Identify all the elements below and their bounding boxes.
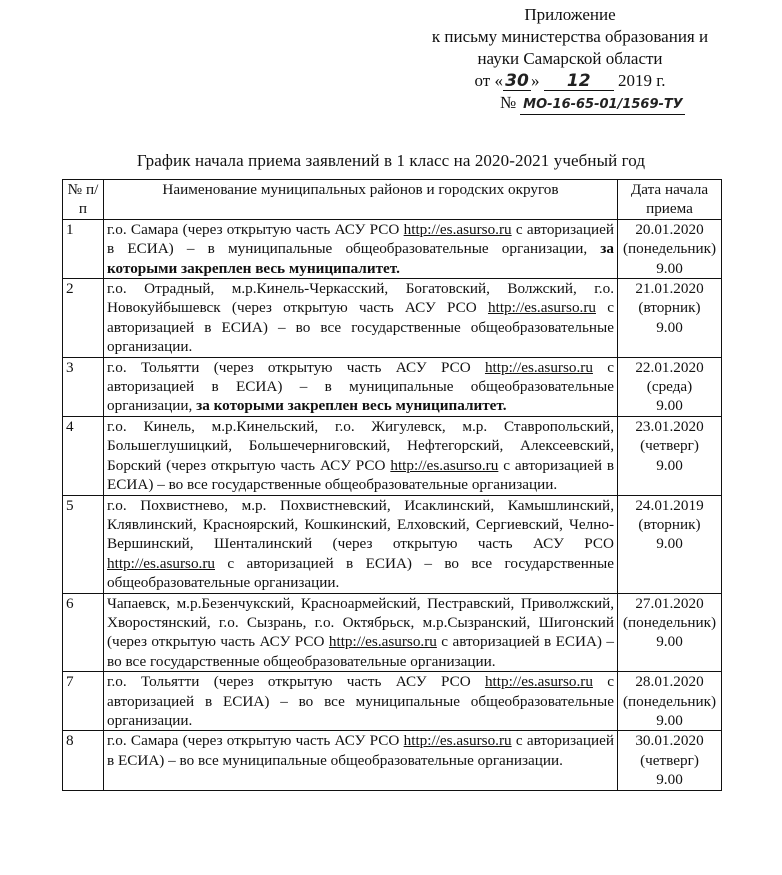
header-num: № п/п: [63, 180, 104, 220]
row-municipalities: [104, 357, 618, 416]
table-row: [63, 416, 722, 495]
row-number: 4: [63, 416, 104, 495]
schedule-table: [62, 179, 722, 791]
handwritten-month: 12: [544, 72, 614, 91]
start-date: 20.01.2020: [635, 220, 704, 238]
row-municipalities: [104, 672, 618, 731]
table-row: [63, 731, 722, 790]
start-time: 9.00: [656, 318, 683, 336]
row-start-date: [618, 672, 722, 731]
row-municipalities: [104, 495, 618, 593]
row-municipalities: [104, 416, 618, 495]
row-link: http://es.asurso.ru: [403, 732, 512, 750]
start-time: 9.00: [656, 259, 683, 277]
row-start-date: [618, 593, 722, 672]
row-number: 7: [63, 672, 104, 731]
table-row: [63, 672, 722, 731]
row-text: г.о. Самара (через открытую часть АСУ РСО: [107, 732, 404, 750]
appendix-line-2: к письму министерства образования и: [431, 27, 709, 46]
start-date: 30.01.2020: [635, 732, 704, 750]
row-start-date: [618, 731, 722, 790]
row-number: 3: [63, 357, 104, 416]
row-text-after: с авторизацией в ЕСИА) – во все государственные общеобразовательные организации.: [107, 554, 614, 592]
row-text: г.о. Тольятти (через открытую часть АСУ РСО: [107, 358, 485, 376]
row-municipalities: [104, 219, 618, 278]
header-date: Дата начала приема: [618, 180, 722, 220]
row-bold-note: за которыми закреплен весь муниципалитет.: [107, 240, 614, 277]
table-row: [63, 495, 722, 593]
start-weekday: (среда): [646, 378, 693, 396]
start-weekday: (четверг): [640, 437, 699, 455]
row-link: http://es.asurso.ru: [107, 554, 215, 572]
row-start-date: [618, 495, 722, 593]
row-start-date: [618, 416, 722, 495]
row-text-after: с авторизацией в ЕСИА) – в муниципальные общеобразовательные организации,: [107, 358, 614, 415]
row-text-after: с авторизацией в ЕСИА) – во все государственные общеобразовательные организации.: [107, 456, 615, 494]
row-number: 6: [63, 593, 104, 672]
table-row: [63, 593, 722, 672]
document-title: График начала приема заявлений в 1 класс на 2020-2021 учебный год: [136, 151, 646, 170]
row-link: http://es.asurso.ru: [484, 358, 593, 376]
row-municipalities: [104, 593, 618, 672]
row-text: г.о. Самара (через открытую часть АСУ РСО: [107, 220, 404, 238]
appendix-title: Приложение: [524, 5, 616, 24]
row-link: http://es.asurso.ru: [328, 633, 437, 651]
start-weekday: (вторник): [638, 299, 701, 317]
table-row: [63, 279, 722, 358]
row-municipalities: [104, 731, 618, 790]
start-time: 9.00: [656, 535, 683, 553]
appendix-line-3: науки Самарской области: [477, 49, 663, 68]
row-link: http://es.asurso.ru: [390, 456, 499, 474]
start-time: 9.00: [656, 397, 683, 415]
letter-date: от « 30 » 12 2019 г.: [474, 71, 666, 91]
row-text-after: с авторизацией в ЕСИА) – во все государственные общеобразовательные организации.: [107, 299, 614, 356]
handwritten-number: МО-16-65-01/1569-ТУ: [520, 96, 685, 115]
letter-number: № МО-16-65-01/1569-ТУ: [500, 92, 760, 115]
row-municipalities: [104, 279, 618, 358]
row-number: 2: [63, 279, 104, 358]
row-text-after: с авторизацией в ЕСИА) – во все муниципальные общеобразовательные организации.: [107, 673, 614, 729]
start-weekday: (понедельник): [622, 692, 717, 710]
row-text: г.о. Отрадный, м.р.Кинель-Черкасский, Богатовский, Волжский, г.о. Новокуйбышевск (через открытую часть АСУ РСО: [107, 280, 614, 317]
header-name: Наименование муниципальных районов и городских округов: [104, 180, 618, 220]
table-header-row: [63, 180, 722, 220]
handwritten-day: 30: [503, 72, 531, 91]
row-link: http://es.asurso.ru: [488, 299, 596, 317]
start-weekday: (вторник): [638, 515, 701, 533]
table-row: [63, 219, 722, 278]
start-time: 9.00: [656, 711, 683, 729]
row-number: 5: [63, 495, 104, 593]
row-number: 8: [63, 731, 104, 790]
start-weekday: (понедельник): [622, 240, 717, 258]
table-row: [63, 357, 722, 416]
row-start-date: [618, 219, 722, 278]
row-text-after: с авторизацией в ЕСИА) – во все государственные общеобразовательные организации.: [107, 633, 614, 670]
date-year: 2019 г.: [617, 71, 666, 90]
row-text-after: с авторизацией в ЕСИА) – во все муниципальные общеобразовательные организации.: [107, 732, 614, 769]
start-weekday: (понедельник): [622, 613, 717, 631]
row-text: г.о. Похвистнево, м.р. Похвистневский, Исаклинский, Камышлинский, Клявлинский, Красноярский, Кошкинский, Елховский, Сергиевский, Челно-Вершинский, Шенталинский (через открытую часть АСУ РСО: [107, 496, 614, 553]
start-date: 27.01.2020: [635, 594, 704, 612]
row-text: Чапаевск, м.р.Безенчукский, Красноармейский, Пестравский, Приволжский, Хворостянский, г.о. Сызрань, г.о. Октябрьск, м.р.Сызранский, Шигонский (через открытую часть АСУ РСО: [107, 594, 614, 651]
row-number: 1: [63, 219, 104, 278]
start-time: 9.00: [656, 771, 683, 789]
start-time: 9.00: [656, 456, 683, 474]
row-start-date: [618, 357, 722, 416]
start-time: 9.00: [656, 633, 683, 651]
row-bold-note: за которыми закреплен весь муниципалитет.: [196, 397, 507, 415]
row-link: http://es.asurso.ru: [484, 673, 593, 691]
start-weekday: (четверг): [640, 751, 699, 769]
appendix-header: [380, 4, 760, 115]
row-start-date: [618, 279, 722, 358]
start-date: 21.01.2020: [635, 280, 704, 298]
row-text-after: с авторизацией в ЕСИА) – в муниципальные общеобразовательные организации,: [107, 220, 614, 258]
start-date: 24.01.2019: [635, 496, 704, 514]
row-link: http://es.asurso.ru: [403, 220, 512, 238]
start-date: 23.01.2020: [635, 417, 704, 435]
start-date: 22.01.2020: [635, 358, 704, 376]
row-text: г.о. Кинель, м.р.Кинельский, г.о. Жигулевск, м.р. Ставропольский, Большеглушицкий, Большечерниговский, Нефтегорский, Алексеевский, Борский (через открытую часть АСУ РСО: [107, 417, 614, 474]
start-date: 28.01.2020: [635, 673, 704, 691]
row-text: г.о. Тольятти (через открытую часть АСУ РСО: [107, 673, 485, 691]
